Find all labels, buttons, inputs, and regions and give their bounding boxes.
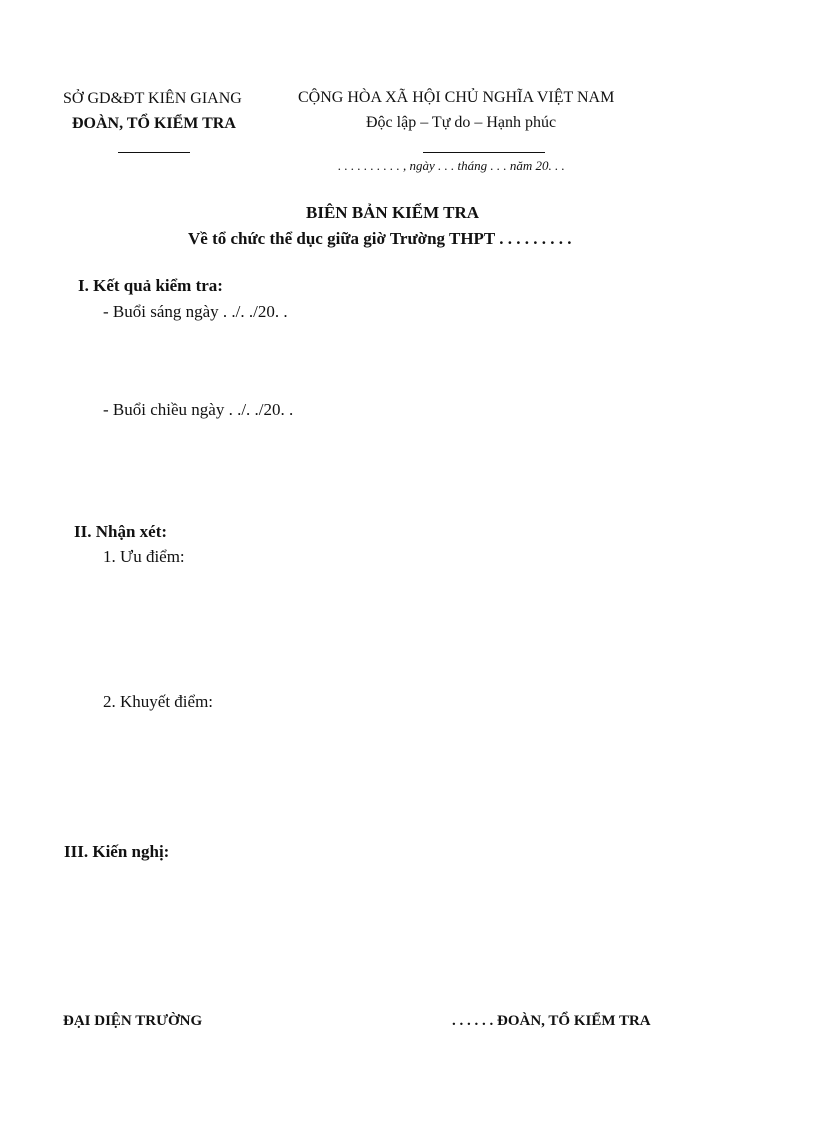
weaknesses-label: 2. Khuyết điểm: [103,692,214,711]
header-left-divider [118,152,190,153]
section-results-heading: I. Kết quả kiểm tra: [78,276,223,295]
national-motto: Độc lập – Tự do – Hạnh phúc [366,114,557,131]
morning-session-line: - Buổi sáng ngày . ./. ./20. . [103,302,288,321]
header-right-divider [423,152,545,153]
section-proposals-heading: III. Kiến nghị: [64,842,170,861]
document-title: BIÊN BẢN KIỂM TRA [306,203,480,222]
inspection-team-signature: . . . . . . ĐOÀN, TỔ KIỂM TRA [452,1013,651,1029]
afternoon-session-line: - Buổi chiều ngày . ./. ./20. . [103,400,294,419]
department-name: SỞ GD&ĐT KIÊN GIANG [63,90,242,107]
strengths-label: 1. Ưu điểm: [103,547,185,566]
school-representative-signature: ĐẠI DIỆN TRƯỜNG [63,1013,203,1029]
date-line: . . . . . . . . . . , ngày . . . tháng . . . năm 20. . . [338,158,565,173]
inspection-team-name: ĐOÀN, TỔ KIỂM TRA [72,115,236,132]
section-remarks-heading: II. Nhận xét: [74,522,168,541]
document-subtitle: Về tổ chức thể dục giữa giờ Trường THPT . . . . . . . . . [188,229,572,248]
country-name: CỘNG HÒA XÃ HỘI CHỦ NGHĨA VIỆT NAM [298,89,615,106]
